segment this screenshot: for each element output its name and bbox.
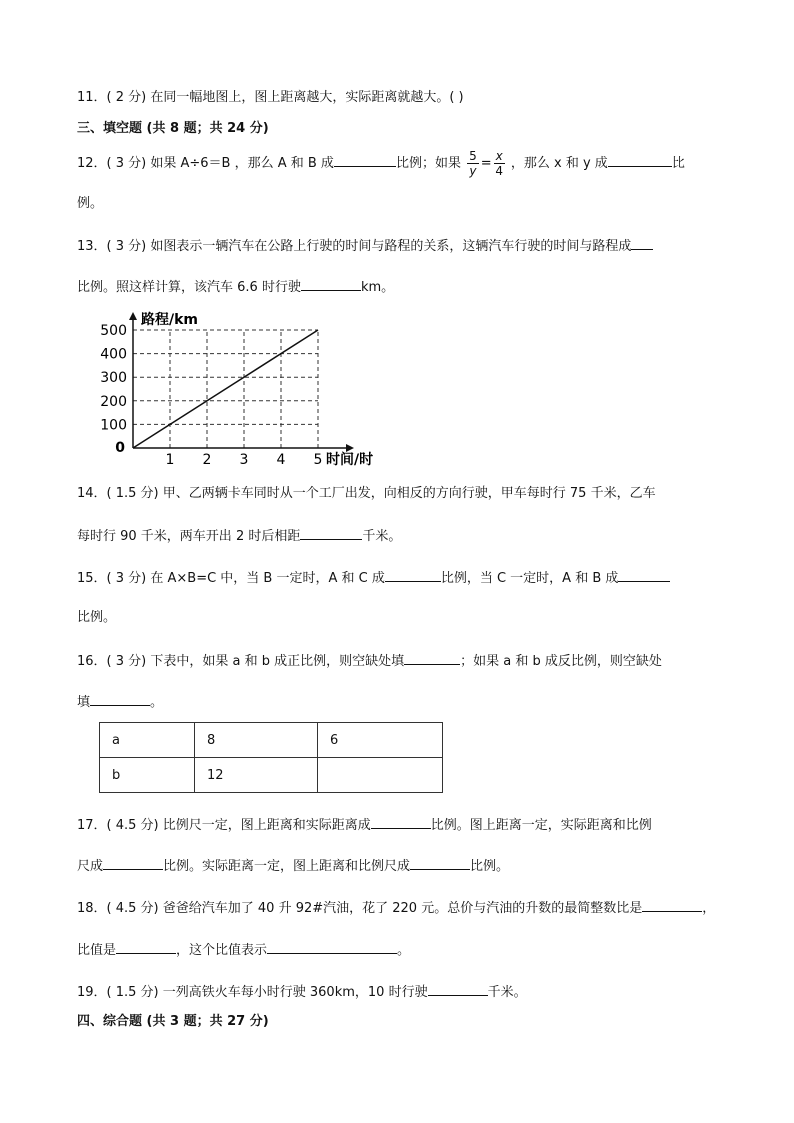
q19-line-1a: 19．( 1.5 分) 一列高铁火车每小时行驶 360km，10 时行驶 [77, 985, 428, 1000]
q13-line-2a: 比例。照这样计算，该汽车 6.6 时行驶 [77, 280, 301, 295]
x-tick-label: 4 [276, 452, 286, 468]
table-row [100, 758, 443, 793]
distance-time-chart [95, 305, 395, 470]
q17-line-2b: 比例。实际距离一定，图上距离和比例尺成 [163, 859, 411, 874]
q13-line-2b: km。 [360, 280, 395, 295]
x-tick-label: 3 [239, 452, 249, 468]
q14-line-2b: 千米。 [362, 529, 402, 544]
y-tick-label: 100 [100, 417, 127, 434]
origin-label: 0 [115, 440, 125, 456]
question-11-text: 11．( 2 分) 在同一幅地图上，图上距离越大，实际距离就越大。( ) [77, 90, 464, 105]
ab-table [99, 722, 443, 793]
q17-line-1a: 17．( 4.5 分) 比例尺一定，图上距离和实际距离成 [77, 818, 371, 833]
q16-line-2b: 。 [150, 695, 164, 710]
q17-line-2c: 比例。 [470, 859, 510, 874]
q12-part4: 比 [671, 156, 685, 171]
y-axis-label: 路程/km [141, 312, 199, 328]
q12-part2: 比例；如果 [395, 156, 461, 171]
y-tick-label: 300 [100, 370, 127, 387]
q15-line-1a: 15．( 3 分) 在 A×B=C 中，当 B 一定时，A 和 C 成 [77, 571, 385, 586]
q13-blank-1[interactable] [631, 236, 653, 250]
q13-blank-2[interactable] [301, 277, 361, 291]
q12-line-2: 例。 [77, 196, 104, 211]
x-axis-arrow [346, 444, 354, 452]
q17-line-1b: 比例。图上距离一定，实际距离和比例 [430, 818, 652, 833]
q18-line-1a: 18．( 4.5 分) 爸爸给汽车加了 40 升 92#汽油，花了 220 元。总价与汽油的升数的最简整数比是 [77, 901, 643, 916]
q16-blank-1[interactable] [404, 651, 460, 665]
fraction-x-over-4: $\frac{x}{4}$ [495, 149, 504, 178]
q12-part1: 12．( 3 分) 如果 A÷6＝B ，那么 A 和 B 成 [77, 156, 334, 171]
question-17-line-2 [77, 856, 509, 876]
q12-equals: = [480, 156, 492, 171]
y-tick-label: 500 [100, 323, 127, 339]
q18-blank-1[interactable] [642, 898, 702, 912]
x-axis-label: 时间/时 [326, 452, 374, 468]
question-14-line-2 [77, 526, 401, 546]
fraction-5-over-y: $\frac{5}{y}$ [469, 149, 477, 178]
x-tick-label: 5 [313, 452, 323, 468]
x-tick-label: 1 [165, 452, 175, 468]
question-12 [77, 149, 685, 178]
question-13 [77, 236, 653, 256]
table-row [100, 723, 443, 758]
question-11 [77, 89, 464, 107]
q17-blank-1[interactable] [371, 815, 431, 829]
table-cell: 8 [195, 723, 318, 758]
table-cell: 12 [195, 758, 318, 793]
q18-line-1b: ， [702, 901, 716, 916]
section-3-title: 三、填空题 (共 8 题；共 24 分) [77, 121, 269, 136]
y-tick-label: 200 [100, 393, 127, 410]
y-axis-arrow [129, 312, 137, 320]
question-18 [77, 898, 715, 918]
question-18-line-2 [77, 940, 410, 960]
question-19 [77, 982, 527, 1002]
question-16-line-2 [77, 692, 163, 712]
q18-blank-2[interactable] [116, 940, 176, 954]
question-15 [77, 568, 670, 588]
y-tick-label: 400 [100, 346, 127, 363]
table-cell-empty[interactable] [318, 758, 443, 793]
q15-line-1b: 比例，当 C 一定时，A 和 B 成 [440, 571, 619, 586]
x-tick-label: 2 [202, 452, 212, 468]
question-14: 14．( 1.5 分) 甲、乙两辆卡车同时从一个工厂出发，向相反的方向行驶，甲车每时行 75 千米，乙车 [77, 486, 656, 501]
q13-line-1: 13．( 3 分) 如图表示一辆汽车在公路上行驶的时间与路程的关系，这辆汽车行驶的时间与路程成 [77, 239, 632, 254]
q14-blank[interactable] [300, 526, 362, 540]
question-16 [77, 651, 662, 671]
q16-line-1b: ；如果 a 和 b 成反比例，则空缺处 [460, 654, 662, 669]
q12-blank-1[interactable] [334, 153, 396, 167]
q16-blank-2[interactable] [90, 692, 150, 706]
q12-blank-2[interactable] [608, 153, 672, 167]
question-13-line-2 [77, 277, 394, 297]
q18-line-2c: 。 [397, 943, 411, 958]
table-cell: a [100, 723, 195, 758]
q17-line-2a: 尺成 [77, 859, 104, 874]
q15-blank-2[interactable] [618, 568, 670, 582]
q17-blank-3[interactable] [410, 856, 470, 870]
q17-blank-2[interactable] [103, 856, 163, 870]
q16-line-2a: 填 [77, 695, 91, 710]
q18-line-2b: ，这个比值表示 [176, 943, 268, 958]
table-cell: b [100, 758, 195, 793]
section-4-title: 四、综合题 (共 3 题；共 27 分) [77, 1014, 269, 1029]
q18-line-2a: 比值是 [77, 943, 117, 958]
q15-line-2: 比例。 [77, 610, 117, 625]
q18-blank-3[interactable] [267, 940, 397, 954]
table-cell: 6 [318, 723, 443, 758]
q15-blank-1[interactable] [385, 568, 441, 582]
q16-line-1a: 16．( 3 分) 下表中，如果 a 和 b 成正比例，则空缺处填 [77, 654, 405, 669]
series-line [133, 330, 318, 448]
q12-part3: ，那么 x 和 y 成 [510, 156, 608, 171]
question-17 [77, 815, 652, 835]
q19-blank[interactable] [428, 982, 488, 996]
q19-line-1b: 千米。 [487, 985, 527, 1000]
q14-line-2a: 每时行 90 千米，两车开出 2 时后相距 [77, 529, 301, 544]
